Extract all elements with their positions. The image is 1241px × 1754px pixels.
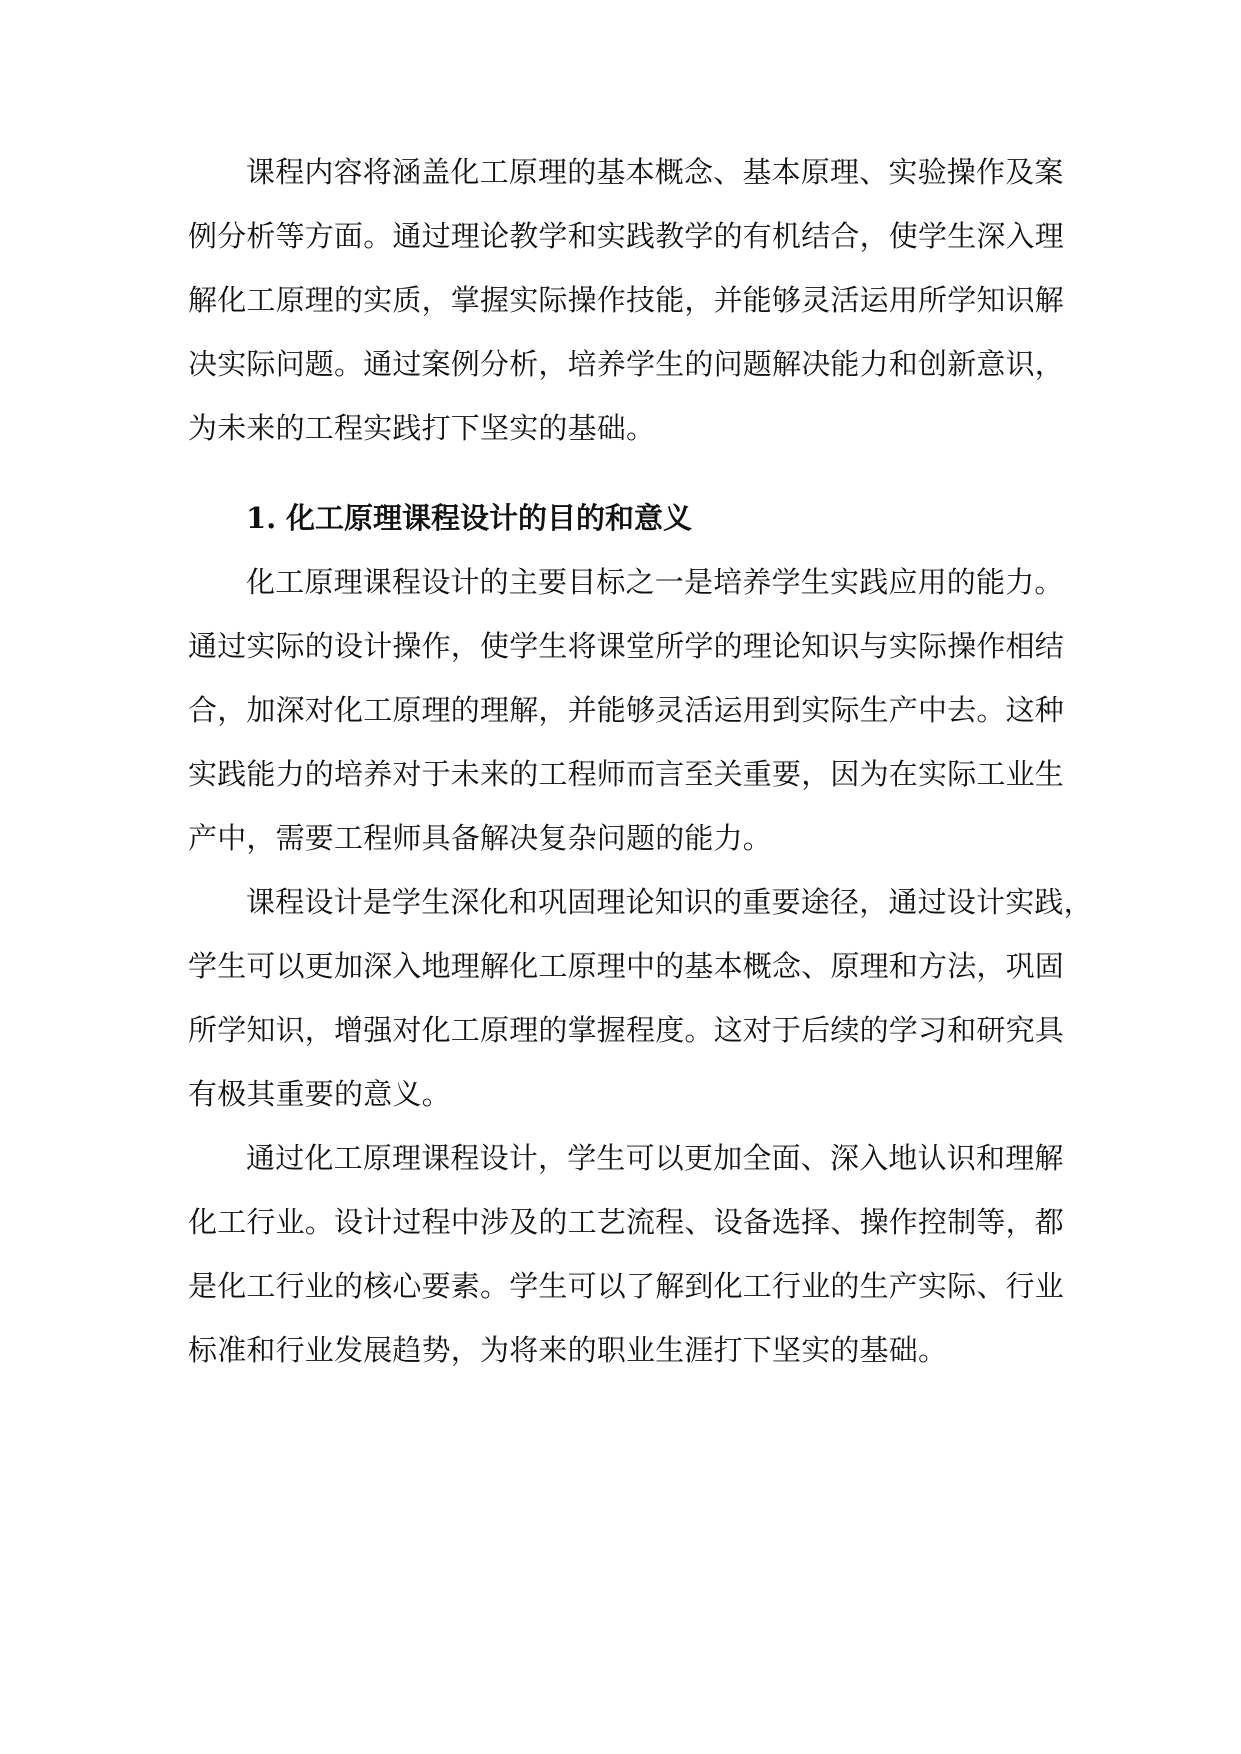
paragraph-course-content (188, 140, 1065, 460)
text-line: 化工原理课程设计的主要目标之一是培养学生实践应用的能力。 (246, 565, 1064, 599)
text-line: 是化工行业的核心要素。学生可以了解到化工行业的生产实际、行业 (188, 1269, 1065, 1303)
text-line: 为未来的工程实践打下坚实的基础。 (188, 411, 656, 445)
text-line: 通过化工原理课程设计，学生可以更加全面、深入地认识和理解 (246, 1141, 1064, 1175)
text-line: 学生可以更加深入地理解化工原理中的基本概念、原理和方法，巩固 (188, 949, 1065, 983)
text-line: 解化工原理的实质，掌握实际操作技能，并能够灵活运用所学知识解 (188, 283, 1065, 317)
section-heading (188, 486, 1058, 550)
text-line: 课程内容将涵盖化工原理的基本概念、基本原理、实验操作及案 (246, 155, 1064, 189)
section-number: 1. (246, 501, 277, 535)
text-line: 课程设计是学生深化和巩固理论知识的重要途径，通过设计实践， (246, 885, 1093, 919)
text-line: 合，加深对化工原理的理解，并能够灵活运用到实际生产中去。这种 (188, 693, 1065, 727)
section-title: 化工原理课程设计的目的和意义 (286, 501, 693, 535)
paragraph-theory-consolidation (188, 870, 1093, 1126)
paragraph-industry-understanding (188, 1126, 1065, 1382)
paragraph-practice-ability (188, 550, 1065, 870)
text-line: 实践能力的培养对于未来的工程师而言至关重要，因为在实际工业生 (188, 757, 1065, 791)
text-line: 所学知识，增强对化工原理的掌握程度。这对于后续的学习和研究具 (188, 1013, 1065, 1047)
text-line: 决实际问题。通过案例分析，培养学生的问题解决能力和创新意识， (188, 347, 1065, 381)
text-line: 例分析等方面。通过理论教学和实践教学的有机结合，使学生深入理 (188, 219, 1065, 253)
text-line: 化工行业。设计过程中涉及的工艺流程、设备选择、操作控制等，都 (188, 1205, 1065, 1239)
document-body (188, 140, 1093, 1382)
text-line: 标准和行业发展趋势，为将来的职业生涯打下坚实的基础。 (188, 1333, 948, 1367)
spacer (188, 460, 1058, 486)
text-line: 产中，需要工程师具备解决复杂问题的能力。 (188, 821, 773, 855)
text-line: 通过实际的设计操作，使学生将课堂所学的理论知识与实际操作相结 (188, 629, 1065, 663)
text-line: 有极其重要的意义。 (188, 1077, 451, 1111)
